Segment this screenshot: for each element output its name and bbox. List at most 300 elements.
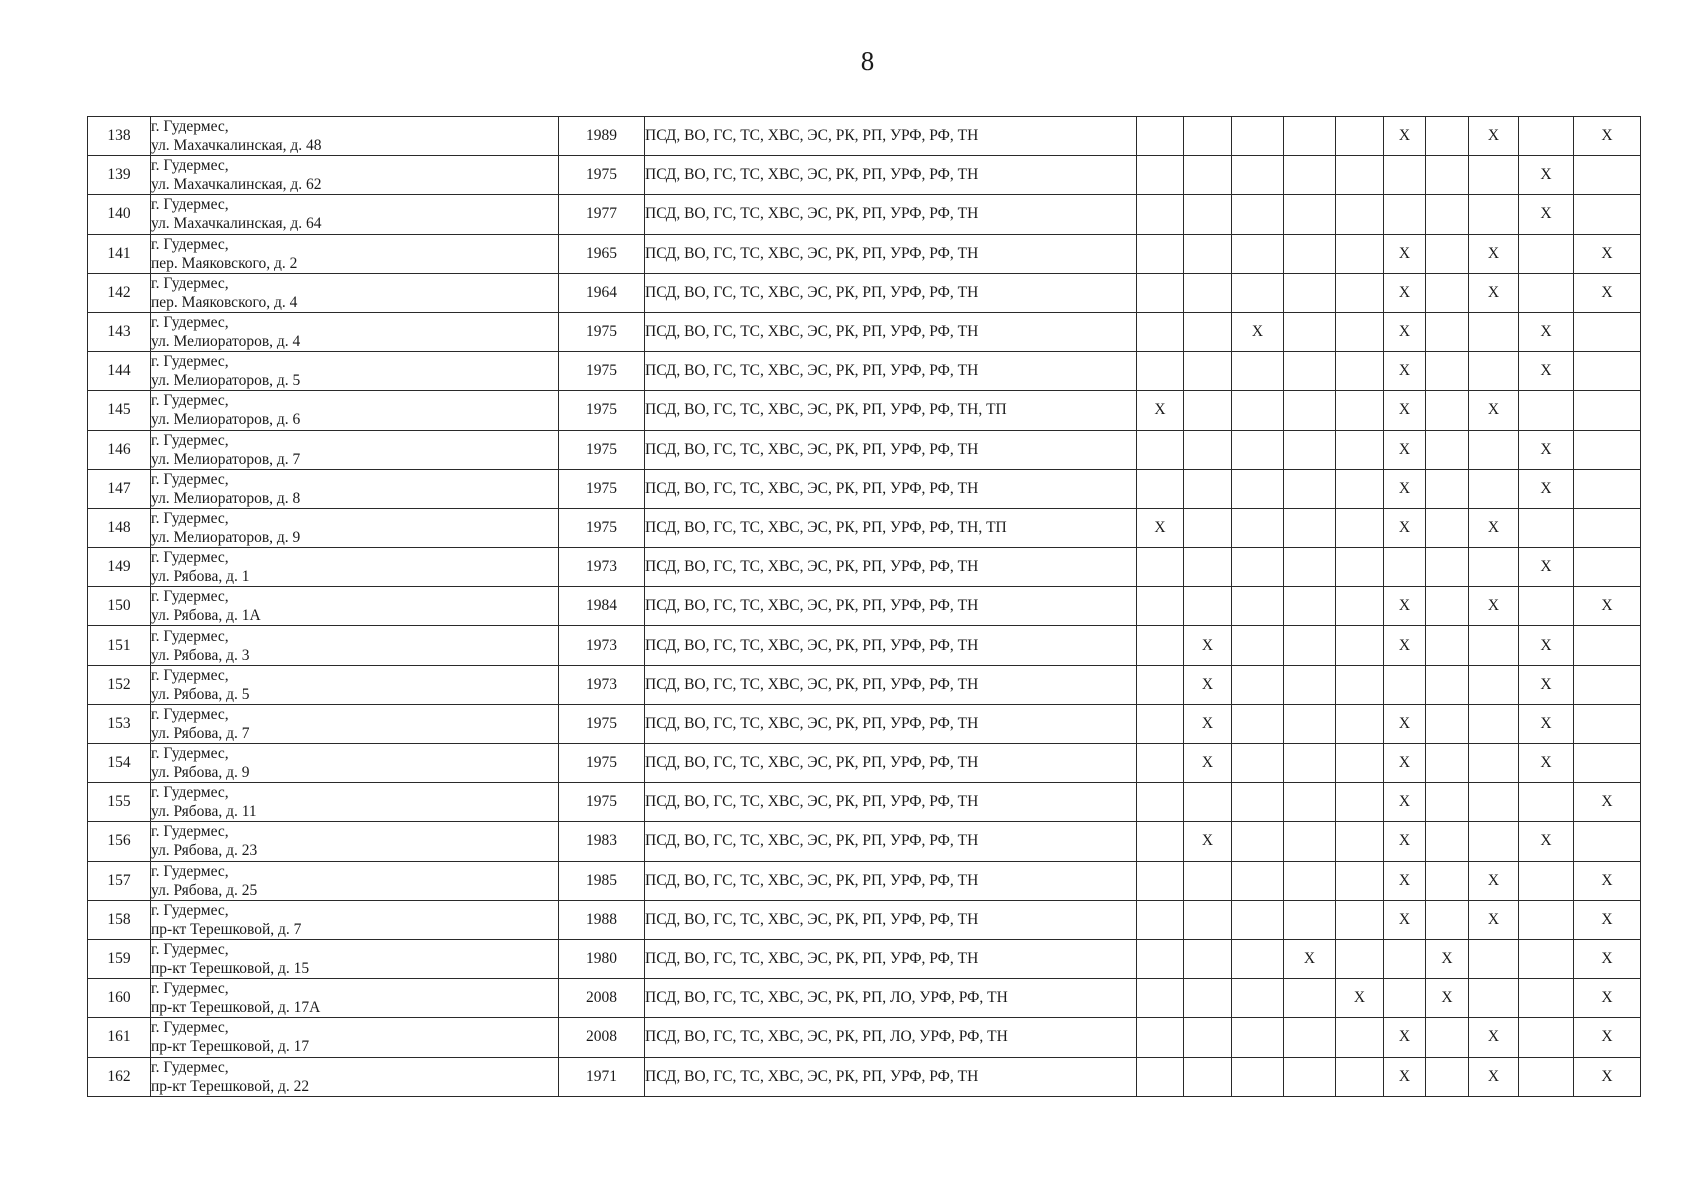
mark-cell [1184, 1018, 1232, 1057]
mark-cell: X [1519, 469, 1574, 508]
mark-cell: X [1384, 312, 1426, 351]
mark-cell [1284, 1018, 1336, 1057]
address-cell [151, 665, 559, 704]
address-street: ул. Мелиораторов, д. 6 [151, 411, 301, 429]
build-year: 1983 [559, 822, 645, 861]
row-number: 158 [88, 900, 151, 939]
address-street: ул. Мелиораторов, д. 4 [151, 333, 301, 351]
mark-cell [1469, 822, 1519, 861]
build-year: 1975 [559, 469, 645, 508]
mark-cell [1137, 469, 1184, 508]
mark-cell [1574, 704, 1641, 743]
table-row [88, 117, 1641, 156]
mark-cell [1574, 312, 1641, 351]
mark-cell [1426, 234, 1469, 273]
systems-list: ПСД, ВО, ГС, ТС, ХВС, ЭС, РК, РП, УРФ, РФ, ТН [645, 744, 1137, 783]
mark-cell [1232, 587, 1284, 626]
mark-cell [1336, 312, 1384, 351]
address-street: пер. Маяковского, д. 2 [151, 254, 298, 272]
mark-cell: X [1137, 508, 1184, 547]
mark-cell [1574, 156, 1641, 195]
mark-cell [1426, 430, 1469, 469]
mark-cell [1284, 704, 1336, 743]
mark-cell [1469, 783, 1519, 822]
mark-cell: X [1574, 979, 1641, 1018]
mark-cell [1232, 783, 1284, 822]
address-cell [151, 430, 559, 469]
mark-cell [1426, 822, 1469, 861]
address-street: пр-кт Терешковой, д. 22 [151, 1077, 310, 1095]
mark-cell [1137, 548, 1184, 587]
mark-cell: X [1519, 430, 1574, 469]
building-registry-table [87, 116, 1641, 1097]
table-row [88, 352, 1641, 391]
mark-cell [1574, 469, 1641, 508]
address-city: г. Гудермес, [151, 823, 229, 841]
mark-cell [1137, 234, 1184, 273]
systems-list: ПСД, ВО, ГС, ТС, ХВС, ЭС, РК, РП, УРФ, РФ, ТН [645, 783, 1137, 822]
mark-cell [1574, 822, 1641, 861]
mark-cell [1232, 861, 1284, 900]
mark-cell: X [1574, 117, 1641, 156]
mark-cell [1519, 234, 1574, 273]
mark-cell [1519, 391, 1574, 430]
mark-cell [1426, 1018, 1469, 1057]
systems-list: ПСД, ВО, ГС, ТС, ХВС, ЭС, РК, РП, УРФ, РФ, ТН [645, 1057, 1137, 1096]
mark-cell [1232, 939, 1284, 978]
mark-cell [1284, 234, 1336, 273]
row-number: 146 [88, 430, 151, 469]
mark-cell: X [1184, 704, 1232, 743]
mark-cell [1426, 117, 1469, 156]
row-number: 150 [88, 587, 151, 626]
address-city: г. Гудермес, [151, 980, 229, 998]
mark-cell [1469, 744, 1519, 783]
systems-list: ПСД, ВО, ГС, ТС, ХВС, ЭС, РК, РП, УРФ, РФ, ТН [645, 117, 1137, 156]
build-year: 1975 [559, 156, 645, 195]
row-number: 156 [88, 822, 151, 861]
systems-list: ПСД, ВО, ГС, ТС, ХВС, ЭС, РК, РП, УРФ, РФ, ТН, ТП [645, 391, 1137, 430]
mark-cell: X [1574, 1018, 1641, 1057]
mark-cell [1284, 156, 1336, 195]
address-city: г. Гудермес, [151, 705, 229, 723]
mark-cell: X [1384, 744, 1426, 783]
row-number: 139 [88, 156, 151, 195]
address-street: пр-кт Терешковой, д. 7 [151, 920, 302, 938]
row-number: 159 [88, 939, 151, 978]
table-row [88, 234, 1641, 273]
address-city: г. Гудермес, [151, 235, 229, 253]
address-cell [151, 273, 559, 312]
row-number: 154 [88, 744, 151, 783]
mark-cell: X [1574, 234, 1641, 273]
mark-cell [1284, 469, 1336, 508]
row-number: 161 [88, 1018, 151, 1057]
address-city: г. Гудермес, [151, 901, 229, 919]
row-number: 143 [88, 312, 151, 351]
mark-cell [1519, 1018, 1574, 1057]
mark-cell [1384, 979, 1426, 1018]
row-number: 141 [88, 234, 151, 273]
mark-cell: X [1384, 352, 1426, 391]
mark-cell: X [1284, 939, 1336, 978]
address-cell [151, 195, 559, 234]
build-year: 1984 [559, 587, 645, 626]
mark-cell [1232, 508, 1284, 547]
table-row [88, 508, 1641, 547]
mark-cell [1574, 744, 1641, 783]
table-row [88, 548, 1641, 587]
mark-cell [1232, 548, 1284, 587]
table-row [88, 704, 1641, 743]
systems-list: ПСД, ВО, ГС, ТС, ХВС, ЭС, РК, РП, УРФ, РФ, ТН [645, 822, 1137, 861]
mark-cell [1184, 156, 1232, 195]
mark-cell [1284, 783, 1336, 822]
mark-cell: X [1469, 117, 1519, 156]
mark-cell [1574, 430, 1641, 469]
address-street: ул. Рябова, д. 1 [151, 568, 250, 586]
address-cell [151, 469, 559, 508]
address-cell [151, 156, 559, 195]
mark-cell [1574, 391, 1641, 430]
mark-cell [1574, 626, 1641, 665]
mark-cell [1426, 1057, 1469, 1096]
mark-cell [1469, 195, 1519, 234]
mark-cell [1519, 900, 1574, 939]
mark-cell [1137, 744, 1184, 783]
table-row [88, 273, 1641, 312]
table-row [88, 1018, 1641, 1057]
mark-cell [1184, 783, 1232, 822]
systems-list: ПСД, ВО, ГС, ТС, ХВС, ЭС, РК, РП, УРФ, РФ, ТН [645, 352, 1137, 391]
mark-cell [1137, 704, 1184, 743]
mark-cell: X [1574, 1057, 1641, 1096]
systems-list: ПСД, ВО, ГС, ТС, ХВС, ЭС, РК, РП, УРФ, РФ, ТН [645, 665, 1137, 704]
mark-cell [1519, 861, 1574, 900]
address-cell [151, 939, 559, 978]
build-year: 1975 [559, 508, 645, 547]
mark-cell [1232, 234, 1284, 273]
build-year: 2008 [559, 979, 645, 1018]
mark-cell [1232, 626, 1284, 665]
mark-cell [1184, 391, 1232, 430]
table-row [88, 783, 1641, 822]
mark-cell: X [1426, 939, 1469, 978]
mark-cell [1232, 704, 1284, 743]
mark-cell [1426, 352, 1469, 391]
address-street: ул. Махачкалинская, д. 62 [151, 176, 322, 194]
address-city: г. Гудермес, [151, 666, 229, 684]
mark-cell [1184, 312, 1232, 351]
mark-cell [1519, 979, 1574, 1018]
mark-cell: X [1384, 587, 1426, 626]
mark-cell [1426, 312, 1469, 351]
address-cell [151, 744, 559, 783]
mark-cell [1469, 352, 1519, 391]
mark-cell [1232, 117, 1284, 156]
build-year: 1975 [559, 783, 645, 822]
mark-cell [1284, 430, 1336, 469]
mark-cell [1426, 156, 1469, 195]
mark-cell [1469, 312, 1519, 351]
mark-cell [1336, 156, 1384, 195]
mark-cell: X [1384, 822, 1426, 861]
mark-cell [1232, 391, 1284, 430]
mark-cell [1137, 587, 1184, 626]
address-cell [151, 587, 559, 626]
mark-cell: X [1469, 861, 1519, 900]
build-year: 1980 [559, 939, 645, 978]
systems-list: ПСД, ВО, ГС, ТС, ХВС, ЭС, РК, РП, УРФ, РФ, ТН [645, 861, 1137, 900]
mark-cell [1284, 352, 1336, 391]
address-city: г. Гудермес, [151, 392, 229, 410]
mark-cell [1184, 587, 1232, 626]
systems-list: ПСД, ВО, ГС, ТС, ХВС, ЭС, РК, РП, УРФ, РФ, ТН [645, 312, 1137, 351]
mark-cell [1232, 822, 1284, 861]
systems-list: ПСД, ВО, ГС, ТС, ХВС, ЭС, РК, РП, УРФ, РФ, ТН [645, 469, 1137, 508]
mark-cell [1137, 665, 1184, 704]
table-row [88, 861, 1641, 900]
mark-cell [1336, 195, 1384, 234]
mark-cell [1232, 469, 1284, 508]
address-cell [151, 626, 559, 665]
address-street: ул. Рябова, д. 9 [151, 764, 250, 782]
address-city: г. Гудермес, [151, 314, 229, 332]
row-number: 153 [88, 704, 151, 743]
mark-cell [1336, 548, 1384, 587]
mark-cell [1426, 626, 1469, 665]
mark-cell: X [1384, 391, 1426, 430]
row-number: 147 [88, 469, 151, 508]
build-year: 2008 [559, 1018, 645, 1057]
mark-cell [1284, 312, 1336, 351]
address-city: г. Гудермес, [151, 941, 229, 959]
address-city: г. Гудермес, [151, 509, 229, 527]
systems-list: ПСД, ВО, ГС, ТС, ХВС, ЭС, РК, РП, ЛО, УРФ, РФ, ТН [645, 979, 1137, 1018]
mark-cell: X [1574, 783, 1641, 822]
mark-cell [1384, 548, 1426, 587]
mark-cell [1232, 1018, 1284, 1057]
build-year: 1975 [559, 430, 645, 469]
mark-cell [1284, 1057, 1336, 1096]
systems-list: ПСД, ВО, ГС, ТС, ХВС, ЭС, РК, РП, УРФ, РФ, ТН [645, 430, 1137, 469]
address-street: ул. Рябова, д. 25 [151, 881, 258, 899]
mark-cell: X [1469, 587, 1519, 626]
build-year: 1975 [559, 352, 645, 391]
mark-cell [1137, 822, 1184, 861]
mark-cell: X [1519, 352, 1574, 391]
address-street: пр-кт Терешковой, д. 17 [151, 1038, 310, 1056]
mark-cell [1284, 744, 1336, 783]
mark-cell [1137, 195, 1184, 234]
mark-cell: X [1574, 587, 1641, 626]
mark-cell [1137, 900, 1184, 939]
address-city: г. Гудермес, [151, 1019, 229, 1037]
mark-cell [1284, 822, 1336, 861]
address-street: пер. Маяковского, д. 4 [151, 293, 298, 311]
mark-cell [1336, 1018, 1384, 1057]
mark-cell [1574, 508, 1641, 547]
mark-cell: X [1384, 234, 1426, 273]
mark-cell [1232, 979, 1284, 1018]
mark-cell [1184, 469, 1232, 508]
mark-cell [1426, 469, 1469, 508]
mark-cell: X [1184, 665, 1232, 704]
mark-cell [1232, 156, 1284, 195]
address-city: г. Гудермес, [151, 353, 229, 371]
address-cell [151, 312, 559, 351]
mark-cell [1469, 704, 1519, 743]
mark-cell: X [1384, 1018, 1426, 1057]
mark-cell: X [1384, 469, 1426, 508]
mark-cell [1426, 273, 1469, 312]
mark-cell [1336, 430, 1384, 469]
mark-cell [1284, 117, 1336, 156]
row-number: 151 [88, 626, 151, 665]
mark-cell [1574, 352, 1641, 391]
mark-cell [1184, 352, 1232, 391]
address-city: г. Гудермес, [151, 588, 229, 606]
mark-cell [1469, 979, 1519, 1018]
mark-cell [1469, 469, 1519, 508]
mark-cell: X [1574, 273, 1641, 312]
table-row [88, 156, 1641, 195]
build-year: 1965 [559, 234, 645, 273]
row-number: 157 [88, 861, 151, 900]
mark-cell: X [1574, 861, 1641, 900]
mark-cell [1384, 665, 1426, 704]
mark-cell [1137, 352, 1184, 391]
address-cell [151, 1018, 559, 1057]
mark-cell [1284, 587, 1336, 626]
mark-cell [1519, 939, 1574, 978]
mark-cell [1336, 626, 1384, 665]
mark-cell [1336, 1057, 1384, 1096]
address-cell [151, 900, 559, 939]
table-row [88, 469, 1641, 508]
address-cell [151, 117, 559, 156]
build-year: 1989 [559, 117, 645, 156]
mark-cell [1232, 195, 1284, 234]
mark-cell [1137, 1018, 1184, 1057]
address-cell [151, 979, 559, 1018]
mark-cell [1232, 1057, 1284, 1096]
address-street: ул. Мелиораторов, д. 9 [151, 528, 301, 546]
table-row [88, 195, 1641, 234]
mark-cell: X [1574, 939, 1641, 978]
mark-cell: X [1137, 391, 1184, 430]
mark-cell [1469, 156, 1519, 195]
mark-cell: X [1384, 626, 1426, 665]
systems-list: ПСД, ВО, ГС, ТС, ХВС, ЭС, РК, РП, УРФ, РФ, ТН [645, 195, 1137, 234]
mark-cell [1336, 822, 1384, 861]
build-year: 1973 [559, 665, 645, 704]
mark-cell [1137, 312, 1184, 351]
mark-cell: X [1384, 430, 1426, 469]
mark-cell: X [1519, 548, 1574, 587]
address-city: г. Гудермес, [151, 196, 229, 214]
row-number: 160 [88, 979, 151, 1018]
mark-cell [1184, 117, 1232, 156]
mark-cell [1336, 744, 1384, 783]
mark-cell [1232, 665, 1284, 704]
mark-cell: X [1384, 783, 1426, 822]
mark-cell [1519, 117, 1574, 156]
mark-cell: X [1336, 979, 1384, 1018]
mark-cell [1336, 508, 1384, 547]
table-row [88, 979, 1641, 1018]
address-cell [151, 783, 559, 822]
systems-list: ПСД, ВО, ГС, ТС, ХВС, ЭС, РК, РП, УРФ, РФ, ТН [645, 626, 1137, 665]
mark-cell [1469, 626, 1519, 665]
mark-cell [1184, 548, 1232, 587]
mark-cell [1336, 117, 1384, 156]
mark-cell [1426, 744, 1469, 783]
mark-cell: X [1384, 861, 1426, 900]
mark-cell: X [1519, 665, 1574, 704]
systems-list: ПСД, ВО, ГС, ТС, ХВС, ЭС, РК, РП, УРФ, РФ, ТН, ТП [645, 508, 1137, 547]
mark-cell [1232, 900, 1284, 939]
row-number: 148 [88, 508, 151, 547]
build-year: 1975 [559, 391, 645, 430]
mark-cell [1336, 900, 1384, 939]
build-year: 1975 [559, 704, 645, 743]
address-city: г. Гудермес, [151, 745, 229, 763]
address-cell [151, 704, 559, 743]
row-number: 145 [88, 391, 151, 430]
mark-cell: X [1469, 234, 1519, 273]
systems-list: ПСД, ВО, ГС, ТС, ХВС, ЭС, РК, РП, УРФ, РФ, ТН [645, 704, 1137, 743]
address-cell [151, 861, 559, 900]
mark-cell: X [1469, 273, 1519, 312]
table-row [88, 587, 1641, 626]
mark-cell [1426, 665, 1469, 704]
row-number: 138 [88, 117, 151, 156]
mark-cell [1137, 783, 1184, 822]
systems-list: ПСД, ВО, ГС, ТС, ХВС, ЭС, РК, РП, УРФ, РФ, ТН [645, 234, 1137, 273]
table-row [88, 822, 1641, 861]
address-city: г. Гудермес, [151, 431, 229, 449]
mark-cell [1184, 939, 1232, 978]
address-city: г. Гудермес, [151, 627, 229, 645]
address-street: ул. Махачкалинская, д. 48 [151, 137, 322, 155]
mark-cell [1426, 548, 1469, 587]
table-row [88, 312, 1641, 351]
mark-cell [1519, 587, 1574, 626]
mark-cell [1284, 626, 1336, 665]
mark-cell [1519, 508, 1574, 547]
address-street: ул. Рябова, д. 1А [151, 607, 261, 625]
build-year: 1985 [559, 861, 645, 900]
mark-cell [1184, 430, 1232, 469]
mark-cell [1184, 900, 1232, 939]
build-year: 1971 [559, 1057, 645, 1096]
systems-list: ПСД, ВО, ГС, ТС, ХВС, ЭС, РК, РП, УРФ, РФ, ТН [645, 900, 1137, 939]
address-street: ул. Мелиораторов, д. 7 [151, 450, 301, 468]
mark-cell [1284, 979, 1336, 1018]
address-street: ул. Мелиораторов, д. 5 [151, 372, 301, 390]
mark-cell [1184, 508, 1232, 547]
address-city: г. Гудермес, [151, 1058, 229, 1076]
table-row [88, 900, 1641, 939]
mark-cell [1137, 979, 1184, 1018]
mark-cell [1284, 273, 1336, 312]
address-cell [151, 352, 559, 391]
systems-list: ПСД, ВО, ГС, ТС, ХВС, ЭС, РК, РП, УРФ, РФ, ТН [645, 548, 1137, 587]
mark-cell [1184, 861, 1232, 900]
mark-cell: X [1519, 312, 1574, 351]
mark-cell: X [1384, 273, 1426, 312]
